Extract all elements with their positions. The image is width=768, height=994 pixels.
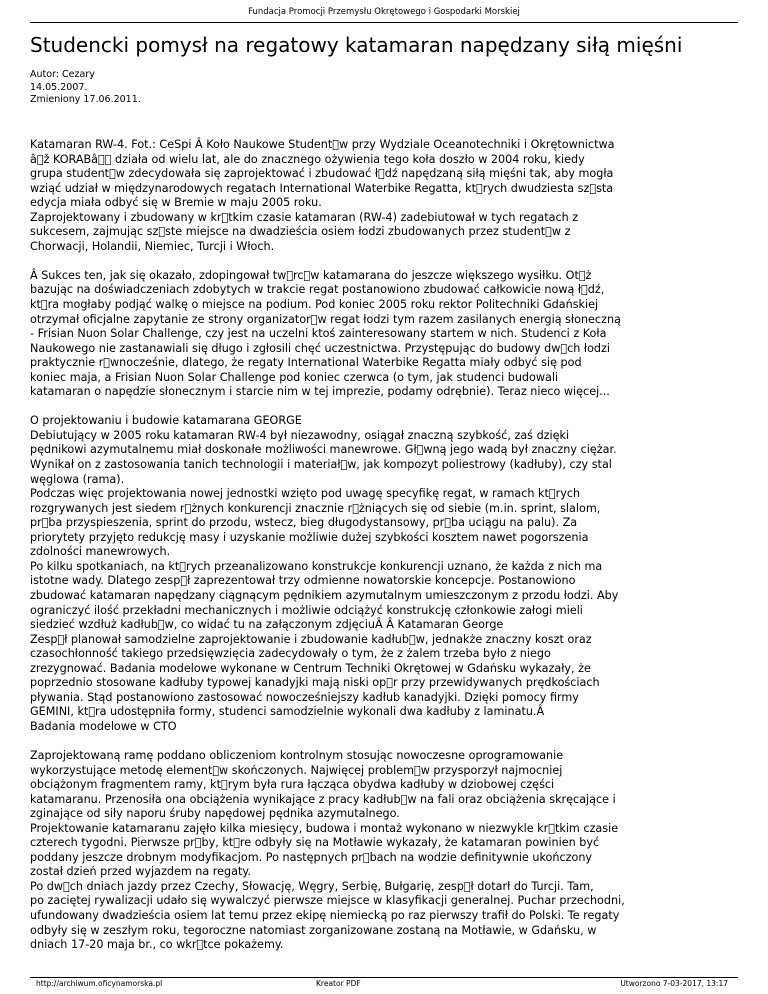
footer-divider [30,977,738,978]
article-title: Studencki pomysł na regatowy katamaran napędzany siłą mięśni [30,33,683,57]
article-modified-date: Zmieniony 17.06.2011. [30,94,141,105]
paragraph-line: katamaran o napędzie słonecznym i starcie nim w tej imprezie, podamy odrębnie). Teraz nieco więcej... [30,385,610,399]
article-paragraph [30,269,742,400]
header-divider [30,22,738,23]
paragraph-line: otrzymał oficjalne zapytanie ze strony organizator w regat łodzi tym razem zasilanych energią słoneczną [30,312,621,326]
paragraph-line: ufundowany dwadzieścia osiem lat temu przez ekipę niemiecką po raz pierwszy trafił do Polski. Te regaty [30,908,620,922]
paragraph-line: â ž KORABâ   działa od wielu lat, ale do znacznego ożywienia tego koła doszło w 2004 roku, kiedy [30,152,585,166]
paragraph-line: zrezygnować. Badania modelowe wykonane w Centrum Techniki Okrętowej w Gdańsku wykazały, że [30,661,591,675]
paragraph-line: O projektowaniu i budowie katamarana GEORGE [30,414,302,428]
paragraph-line: Wynikał on z zastosowania tanich technologii i materiał w, jak kompozyt poliestrowy (kadłuby), czy stal [30,458,612,472]
paragraph-line: czasochłonność takiego przedsięwzięcia zadecydowały o tym, że z żalem trzeba było z niego [30,647,551,661]
paragraph-line: edycja miała odbyć się w Bremie w maju 2005 roku. [30,196,322,210]
publisher-name: Fundacja Promocji Przemysłu Okrętowego i Gospodarki Morskiej [248,7,520,17]
paragraph-line: odbyły się w zeszłym roku, tegoroczne natomiast zorganizowane zostaną na Motławie, w Gdańsku, w [30,923,597,937]
paragraph-line: istotne wady. Dlatego zesp ł zaprezentował trzy odmienne nowatorskie koncepcje. Postanowiono [30,574,576,588]
paragraph-line: zdolności manewrowych. [30,545,171,559]
paragraph-line: zginające od siły naporu śruby napędowej pędnika azymutalnego. [30,807,400,821]
paragraph-line: czterech tygodni. Pierwsze pr by, kt re odbyły się na Motławie wykazały, że katamaran powinien być [30,836,600,850]
paragraph-line: Projektowanie katamaranu zajęło kilka miesięcy, budowa i montaż wykonano w niezwykle kr tkim czasie [30,821,619,835]
paragraph-line: pr ba przyspieszenia, sprint do przodu, wstecz, bieg długodystansowy, pr ba uciągu na palu). Za [30,516,578,530]
paragraph-line: wykorzystujące metodę element w skończonych. Najwięcej problem w przysporzył najmocniej [30,763,563,777]
paragraph-line: Naukowego nie zastanawiali się długo i zgłosili chęć uczestnictwa. Przystępując do budowy dw ch łodzi [30,341,611,355]
paragraph-line: obciążonym fragmentem ramy, kt rym była rura łącząca obydwa kadłuby w dziobowej części [30,778,555,792]
paragraph-line: Zaprojektowany i zbudowany w kr tkim czasie katamaran (RW-4) zadebiutował w tych regatach z [30,210,579,224]
paragraph-line: Â Sukces ten, jak się okazało, zdopingował tw rc w katamarana do jeszcze większego wysiłku. Ot ż [30,268,592,282]
paragraph-line: dniach 17-20 maja br., co wkr tce pokażemy. [30,938,284,952]
paragraph-line: bazując na doświadczeniach zdobytych w trakcie regat postanowiono zbudować całkowicie nową ł dź, [30,283,605,297]
paragraph-line: ograniczyć ilość przekładni mechanicznych i możliwie odciążyć konstrukcję członkowie załogi mieli [30,603,583,617]
footer-created-date: Utworzono 7-03-2017, 13:17 [620,979,728,988]
footer-generator: Kreator PDF [316,979,361,988]
paragraph-line: po zaciętej rywalizacji udało się wywalczyć pierwsze miejsce w klasyfikacji generalnej. Puchar przechodni, [30,894,625,908]
paragraph-line: pływania. Stąd postanowiono zastosować nowocześniejszy kadłub kanadyjki. Dzięki pomocy firmy [30,690,579,704]
paragraph-line: kt ra mogłaby podjąć walkę o miejsce na podium. Pod koniec 2005 roku rektor Politechniki Gdańskiej [30,298,599,312]
paragraph-line: Podczas więc projektowania nowej jednostki wzięto pod uwagę specyfikę regat, w ramach kt rych [30,487,581,501]
paragraph-line: grupa student w zdecydowała się zaprojektować i zbudować ł dź napędzaną siłą mięśni tak, aby mogła [30,167,614,181]
paragraph-line: Po kilku spotkaniach, na kt rych przeanalizowano konstrukcje konkurencji uznano, że każda z nich ma [30,559,603,573]
paragraph-line: Badania modelowe w CTO [30,719,177,733]
article-body [30,138,742,967]
paragraph-line: Zesp ł planował samodzielne zaprojektowanie i zbudowanie kadłub w, jednakże znaczny koszt oraz [30,632,592,646]
paragraph-line: priorytety przyjęto redukcję masy i uzyskanie możliwie dużej szybkości kosztem nawet pogorszenia [30,530,589,544]
article-paragraph [30,138,742,254]
paragraph-line: sukcesem, zajmując sz ste miejsce na dwadzieścia osiem łodzi zbudowanych przez student w z [30,225,571,239]
paragraph-line: Zaprojektowaną ramę poddano obliczeniom kontrolnym stosując nowoczesne oprogramowanie [30,748,564,762]
article-paragraph [30,749,742,953]
paragraph-line: został dzień przed wyjazdem na regaty. [30,865,251,879]
footer-url-link[interactable]: http://archiwum.oficynamorska.pl [36,979,163,988]
paragraph-line: praktycznie r wnocześnie, dlatego, że regaty International Waterbike Regatta miały odbyć się pod [30,356,582,370]
paragraph-line: pędnikowi azymutalnemu miał doskonałe możliwości manewrowe. Gł wną jego wadą był znaczny ciężar. [30,443,617,457]
paragraph-line: wziąć udział w międzynarodowych regatach International Waterbike Regatta, kt rych dwudziesta sz sta [30,181,614,195]
article-date: 14.05.2007. [30,81,88,93]
paragraph-line: węglowa (rama). [30,472,125,486]
paragraph-line: zbudować katamaran napędzany ciągnącym pędnikiem azymutalnym umieszczonym z przodu łodzi. Aby [30,588,619,602]
paragraph-line: Chorwacji, Holandii, Niemiec, Turcji i Włoch. [30,239,275,253]
paragraph-line: poprzednio stosowane kadłuby typowej kanadyjki mają niski op r przy przewidywanych prędkościach [30,676,600,690]
article-meta [30,69,141,107]
paragraph-line: GEMINI, kt ra udostępniła formy, studenci samodzielnie wykonali dwa kadłuby z laminatu.Â [30,705,545,719]
article-paragraph [30,414,742,734]
page-header [0,0,768,18]
paragraph-line: Katamaran RW-4. Fot.: CeSpi Â Koło Naukowe Student w przy Wydziale Oceanotechniki i Okrętownictwa [30,138,615,151]
paragraph-line: Po dw ch dniach jazdy przez Czechy, Słowację, Węgry, Serbię, Bułgarię, zesp ł dotarł do Turcji. Tam, [30,879,594,893]
paragraph-line: koniec maja, a Frisian Nuon Solar Challenge pod koniec czerwca (o tym, jak studenci budowali [30,370,559,384]
paragraph-line: rozgrywanych jest siedem r żnych konkurencji znacznie r żniących się od siebie (m.in. sprint, slalom, [30,501,601,515]
paragraph-line: - Frisian Nuon Solar Challenge, czy jest na uczelni ktoś zainteresowany startem w nich. Studenci z Koła [30,327,607,341]
paragraph-line: Debiutujący w 2005 roku katamaran RW-4 był niezawodny, osiągał znaczną szybkość, zaś dzięki [30,428,570,442]
paragraph-line: siedzieć wzdłuż kadłub w, co widać tu na załączonym zdjęciuÂ Â Katamaran George [30,618,504,632]
paragraph-line: katamaranu. Przenosiła ona obciążenia wynikające z pracy kadłub w na fali oraz obciążenia skręcające i [30,792,616,806]
paragraph-line: poddany jeszcze drobnym modyfikacjom. Po następnych pr bach na wodzie definitywnie ukończony [30,850,593,864]
article-author: Autor: Cezary [30,69,95,80]
